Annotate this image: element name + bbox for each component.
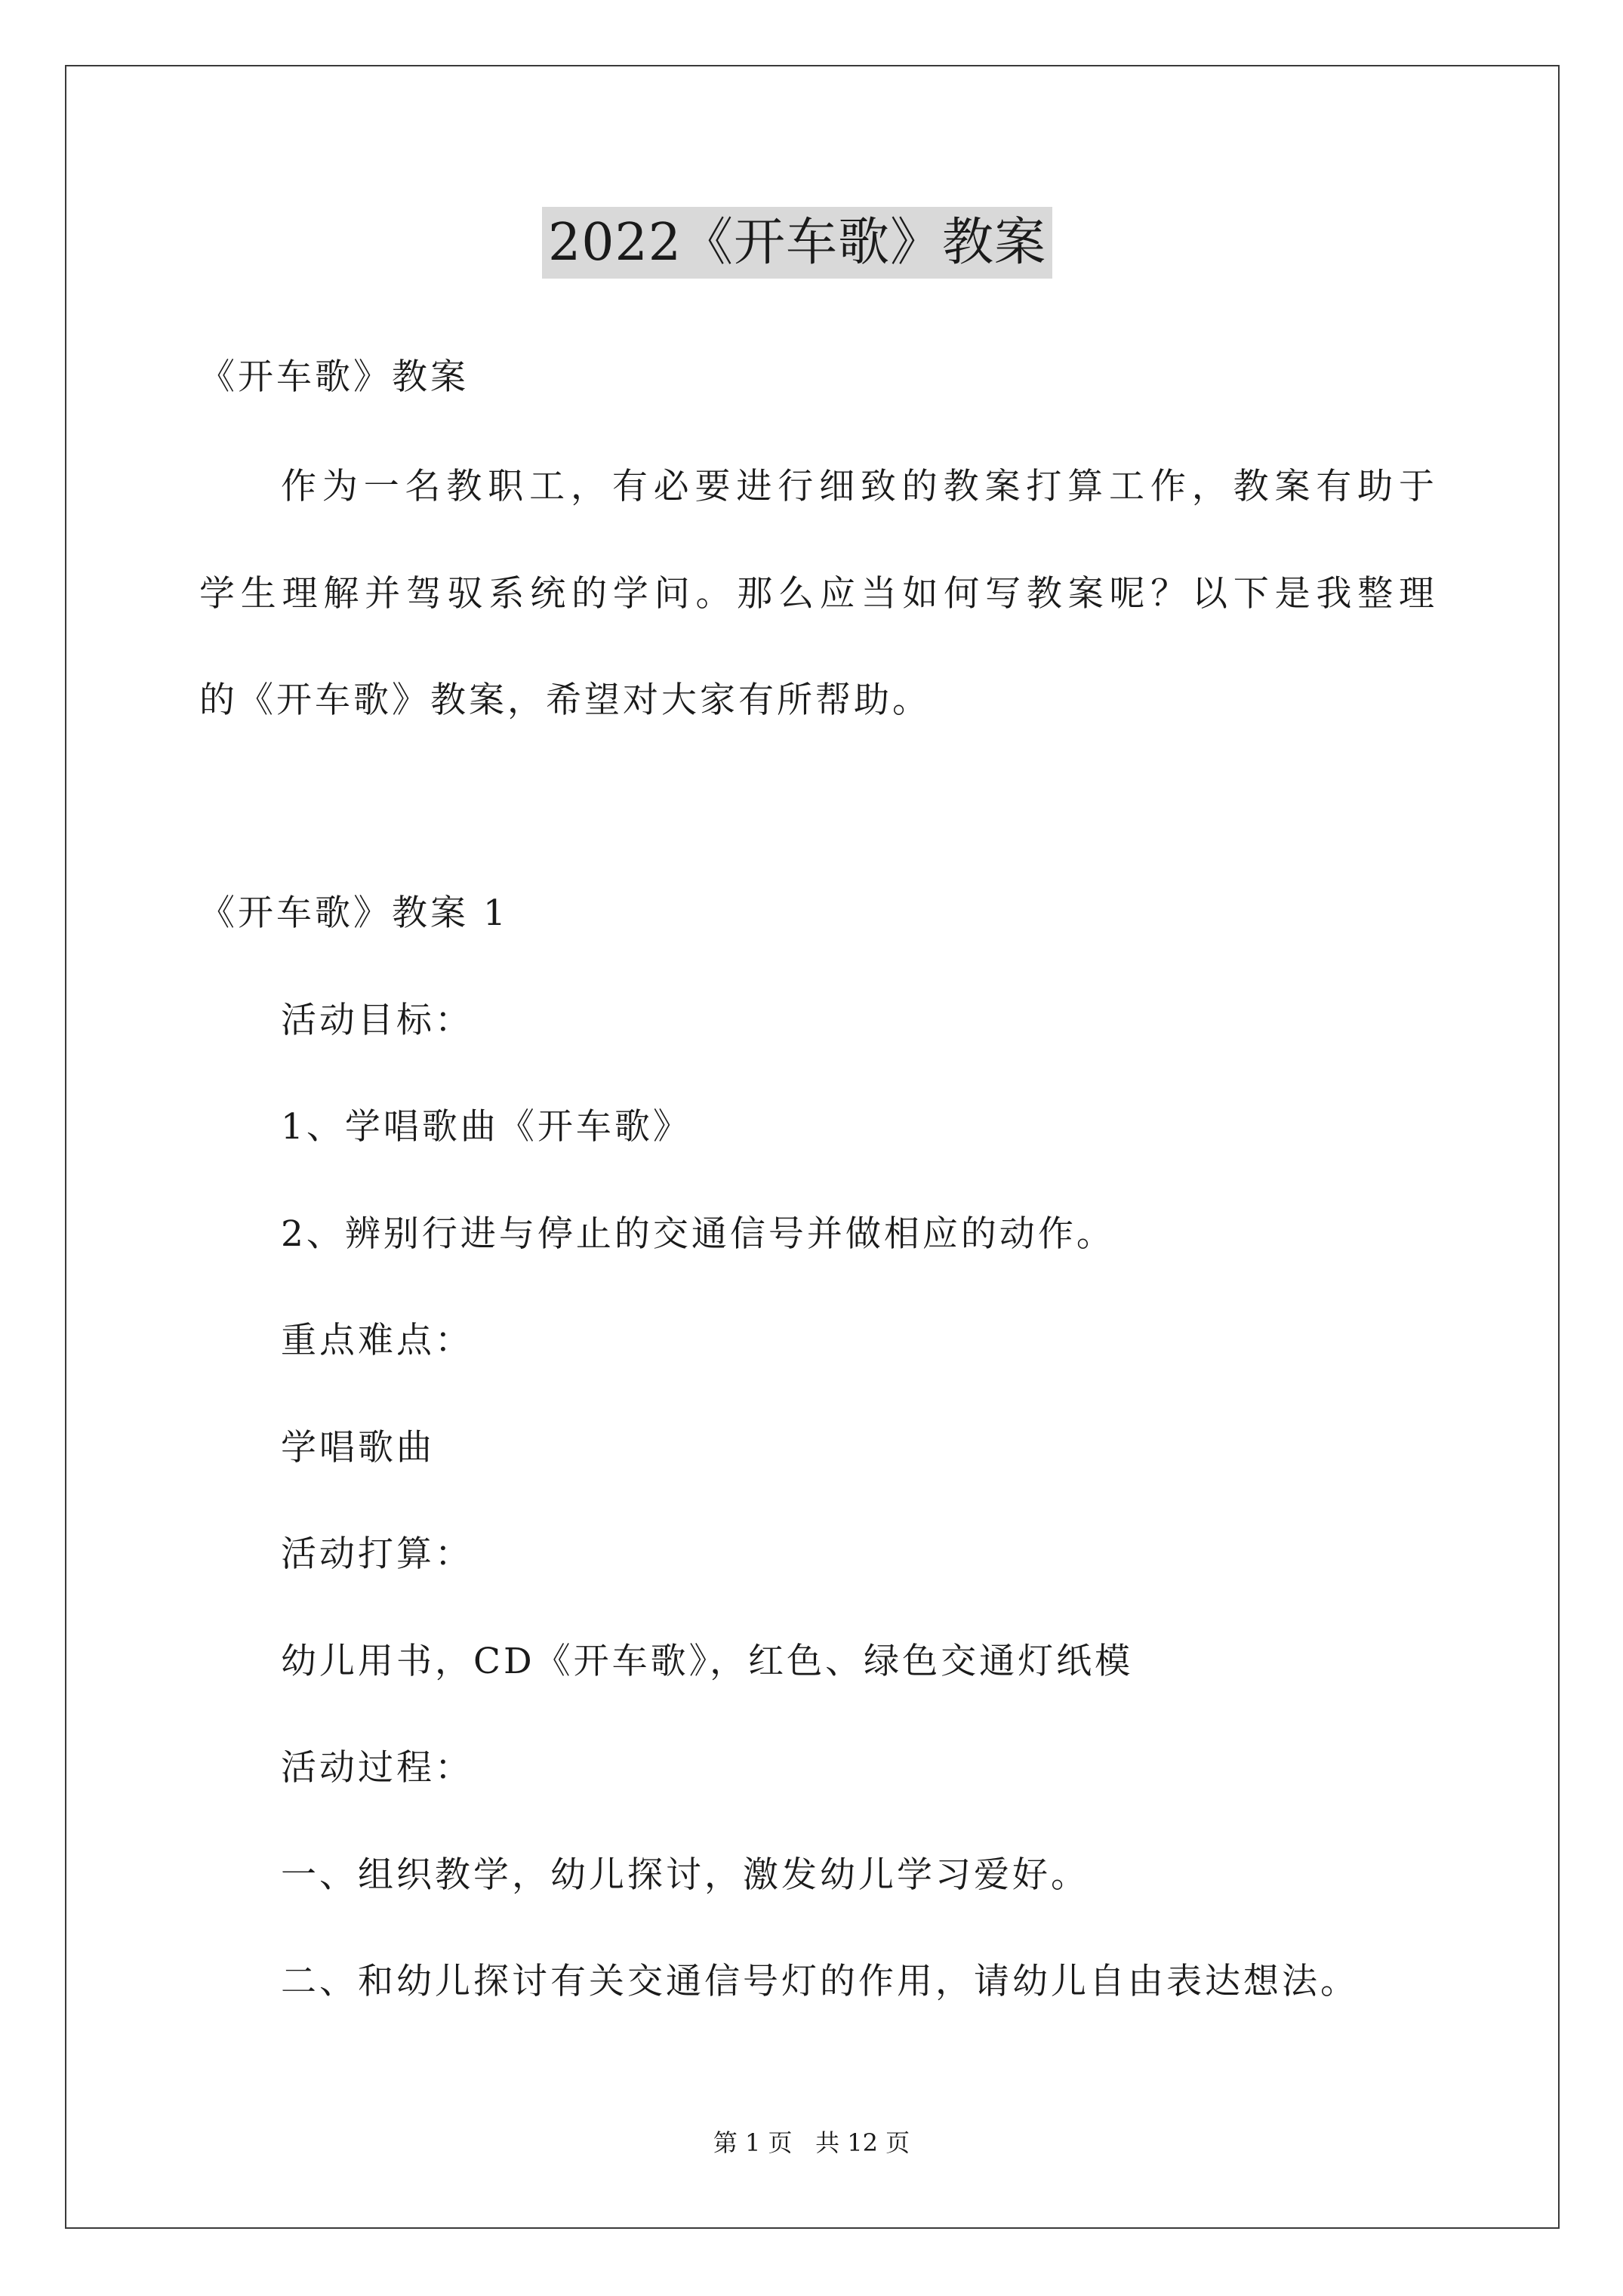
page-footer: 第 1 页 共 12 页 bbox=[713, 2128, 910, 2157]
body-line: 活动目标： bbox=[281, 1000, 473, 1041]
body-line: 2、辨别行进与停止的交通信号并做相应的动作。 bbox=[281, 1213, 1115, 1255]
body-line: 幼儿用书，CD《开车歌》，红色、绿色交通灯纸模 bbox=[281, 1641, 1134, 1682]
body-line: 活动过程： bbox=[281, 1747, 473, 1789]
intro-line-2: 学生理解并驾驭系统的学问。那么应当如何写教案呢？以下是我整理 bbox=[199, 573, 1434, 615]
body-line: 1、学唱歌曲《开车歌》 bbox=[281, 1106, 691, 1148]
body-line: 学唱歌曲 bbox=[281, 1427, 435, 1469]
body-line: 活动打算： bbox=[281, 1533, 473, 1575]
body-line: 重点难点： bbox=[281, 1320, 473, 1361]
intro-line-3: 的《开车歌》教案，希望对大家有所帮助。 bbox=[199, 680, 931, 721]
body-line: 一、组织教学，幼儿探讨，激发幼儿学习爱好。 bbox=[281, 1854, 1089, 1896]
intro-line-1: 作为一名教职工，有必要进行细致的教案打算工作，教案有助于 bbox=[281, 466, 1434, 507]
section-heading: 《开车歌》教案 1 bbox=[199, 892, 509, 934]
document-title: 2022《开车歌》教案 bbox=[542, 207, 1052, 279]
body-line: 二、和幼儿探讨有关交通信号灯的作用，请幼儿自由表达想法。 bbox=[281, 1961, 1359, 2002]
subtitle: 《开车歌》教案 bbox=[199, 356, 469, 398]
